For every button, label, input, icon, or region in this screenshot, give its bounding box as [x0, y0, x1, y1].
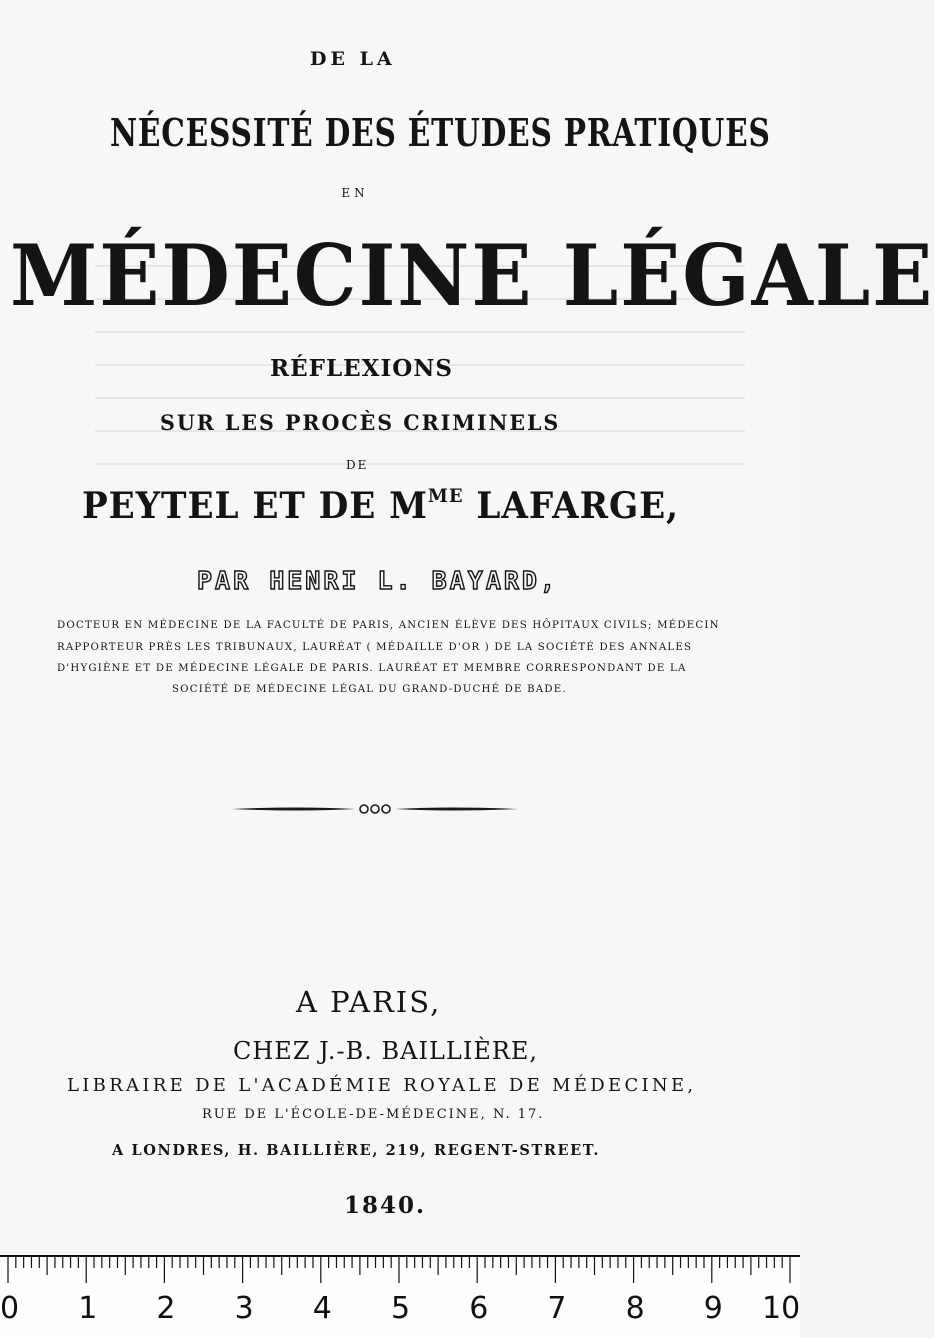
author-line: PAR HENRI L. BAYARD, [197, 566, 559, 595]
title-en: EN [341, 186, 369, 200]
title-necessite: NÉCESSITÉ DES ÉTUDES PRATIQUES [110, 110, 771, 155]
imprint-address: RUE DE L'ÉCOLE-DE-MÉDECINE, N. 17. [202, 1107, 545, 1122]
ruler-number: 7 [547, 1291, 567, 1326]
imprint-publisher: CHEZ J.-B. BAILLIÈRE, [233, 1037, 539, 1065]
ruler-number: 1 [78, 1291, 98, 1326]
ruler-number: 0 [0, 1291, 20, 1326]
ruler-number: 4 [312, 1291, 332, 1326]
subtitle-names [82, 485, 747, 527]
names-part-a: PEYTEL ET DE M [82, 485, 428, 527]
names-part-b: LAFARGE, [463, 485, 679, 527]
ruler-number: 5 [391, 1291, 411, 1326]
imprint-libraire: LIBRAIRE DE L'ACADÉMIE ROYALE DE MÉDECINE, [67, 1075, 697, 1096]
ruler-ticks [0, 1257, 800, 1291]
names-superscript: ME [427, 485, 464, 507]
ruler-number: 6 [469, 1291, 489, 1326]
ruler-number: 3 [234, 1291, 254, 1326]
imprint-london: A LONDRES, H. BAILLIÈRE, 219, REGENT-STREET. [112, 1142, 600, 1159]
credentials-line-2: RAPPORTEUR PRÈS LES TRIBUNAUX, LAURÉAT ( MÉDAILLE D'OR ) DE LA SOCIÉTÉ DES ANNALES [57, 642, 693, 653]
ruler-number: 2 [156, 1291, 176, 1326]
main-title: MÉDECINE LÉGALE [10, 226, 934, 325]
imprint-city: A PARIS, [296, 985, 442, 1019]
credentials-line-1: DOCTEUR EN MÉDECINE DE LA FACULTÉ DE PARIS, ANCIEN ÉLÈVE DES HÔPITAUX CIVILS; MÉDECIN [57, 620, 720, 631]
ruler-number: 10 [762, 1291, 801, 1326]
ruler-number: 8 [625, 1291, 645, 1326]
subtitle-de: DE [346, 458, 369, 472]
measuring-ruler [0, 1255, 800, 1338]
subtitle-proces: SUR LES PROCÈS CRIMINELS [160, 410, 561, 435]
title-de-la: DE LA [310, 48, 396, 70]
ruler-number: 9 [703, 1291, 723, 1326]
credentials-line-3: D'HYGIÈNE ET DE MÉDECINE LÉGALE DE PARIS. LAURÉAT ET MEMBRE CORRESPONDANT DE LA [57, 663, 687, 674]
subtitle-reflexions: RÉFLEXIONS [270, 355, 453, 382]
imprint-year: 1840. [344, 1192, 427, 1219]
ornament-rule [230, 798, 520, 820]
credentials-line-4: SOCIÉTÉ DE MÉDECINE LÉGAL DU GRAND-DUCHÉ DE BADE. [172, 684, 567, 695]
